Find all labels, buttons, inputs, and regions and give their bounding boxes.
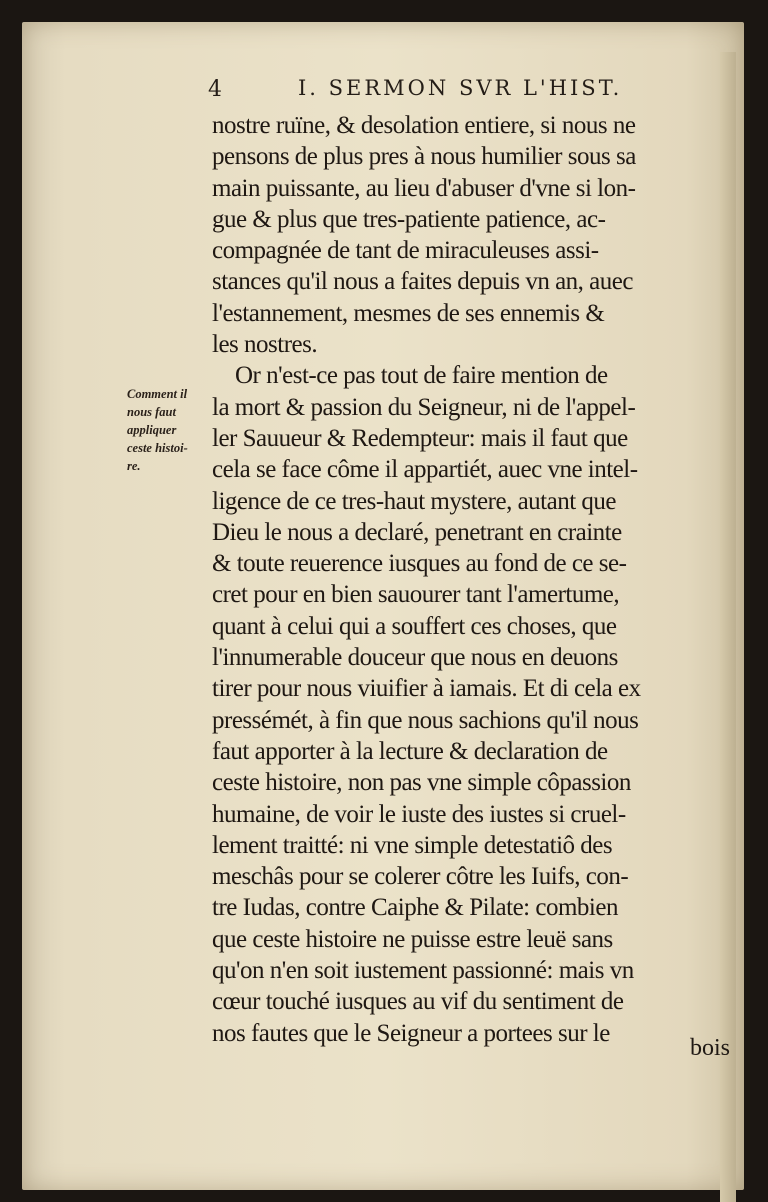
text-line: humaine, de voir le iuste des iustes si cruel- — [212, 800, 626, 828]
margin-note-line: Comment il — [127, 387, 188, 401]
catchword: bois — [690, 1035, 731, 1061]
text-line: l'estannement, mesmes de ses ennemis & — [212, 299, 605, 327]
text-line: nostre ruïne, & desolation entiere, si nous ne — [212, 112, 636, 139]
text-line: tre Iudas, contre Caiphe & Pilate: combien — [212, 894, 618, 922]
margin-note-line: appliquer — [127, 423, 177, 437]
text-line: cela se face côme il appartiét, auec vne intel- — [212, 456, 638, 484]
text-line: compagnée de tant de miraculeuses assi- — [212, 237, 599, 265]
text-line: Or n'est-ce pas tout de faire mention de — [212, 362, 608, 390]
text-line: ceste histoire, non pas vne simple côpassion — [212, 769, 631, 797]
text-line: tirer pour nous viuifier à iamais. Et di cela ex — [212, 675, 641, 703]
text-line: Dieu le nous a declaré, penetrant en crainte — [212, 518, 622, 546]
text-line: cœur touché iusques au vif du sentiment de — [212, 988, 624, 1016]
text-line: & toute reuerence iusques au fond de ce se- — [212, 550, 627, 578]
text-line: que ceste histoire ne puisse estre leuë sans — [212, 925, 613, 953]
text-line: meschâs pour se colerer côtre les Iuifs, con- — [212, 863, 629, 891]
margin-note-line: ceste histoi- — [127, 441, 188, 455]
text-line: pensons de plus pres à nous humilier sous sa — [212, 143, 636, 171]
text-line: stances qu'il nous a faites depuis vn an, auec — [212, 268, 633, 296]
text-line: main puissante, au lieu d'abuser d'vne si lon- — [212, 174, 636, 202]
text-line: nos fautes que le Seigneur a portees sur le — [212, 1019, 610, 1047]
text-line: quant à celui qui a souffert ces choses, que — [212, 612, 617, 640]
text-line: pressémét, à fin que nous sachions qu'il nous — [212, 706, 639, 734]
page-number: 4 — [208, 77, 222, 102]
text-line: ler Sauueur & Redempteur: mais il faut que — [212, 424, 628, 452]
margin-note-line: nous faut — [127, 405, 176, 419]
text-line: la mort & passion du Seigneur, ni de l'appel- — [212, 393, 636, 421]
text-line: l'innumerable douceur que nous en deuons — [212, 644, 618, 672]
text-line: faut apporter à la lecture & declaration de — [212, 737, 608, 765]
text-line: cret pour en bien sauourer tant l'amertume, — [212, 581, 620, 609]
text-line: les nostres. — [212, 331, 318, 359]
text-line: lement traitté: ni vne simple detestatiô des — [212, 831, 613, 859]
text-line: gue & plus que tres-patiente patience, ac- — [212, 205, 606, 233]
text-line: qu'on n'en soit iustement passionné: mais vn — [212, 957, 634, 985]
running-head: I. SERMON SVR L'HIST. — [298, 76, 623, 100]
body-text — [212, 110, 742, 1049]
margin-note-line: re. — [127, 459, 141, 473]
text-line: ligence de ce tres-haut mystere, autant que — [212, 487, 617, 515]
